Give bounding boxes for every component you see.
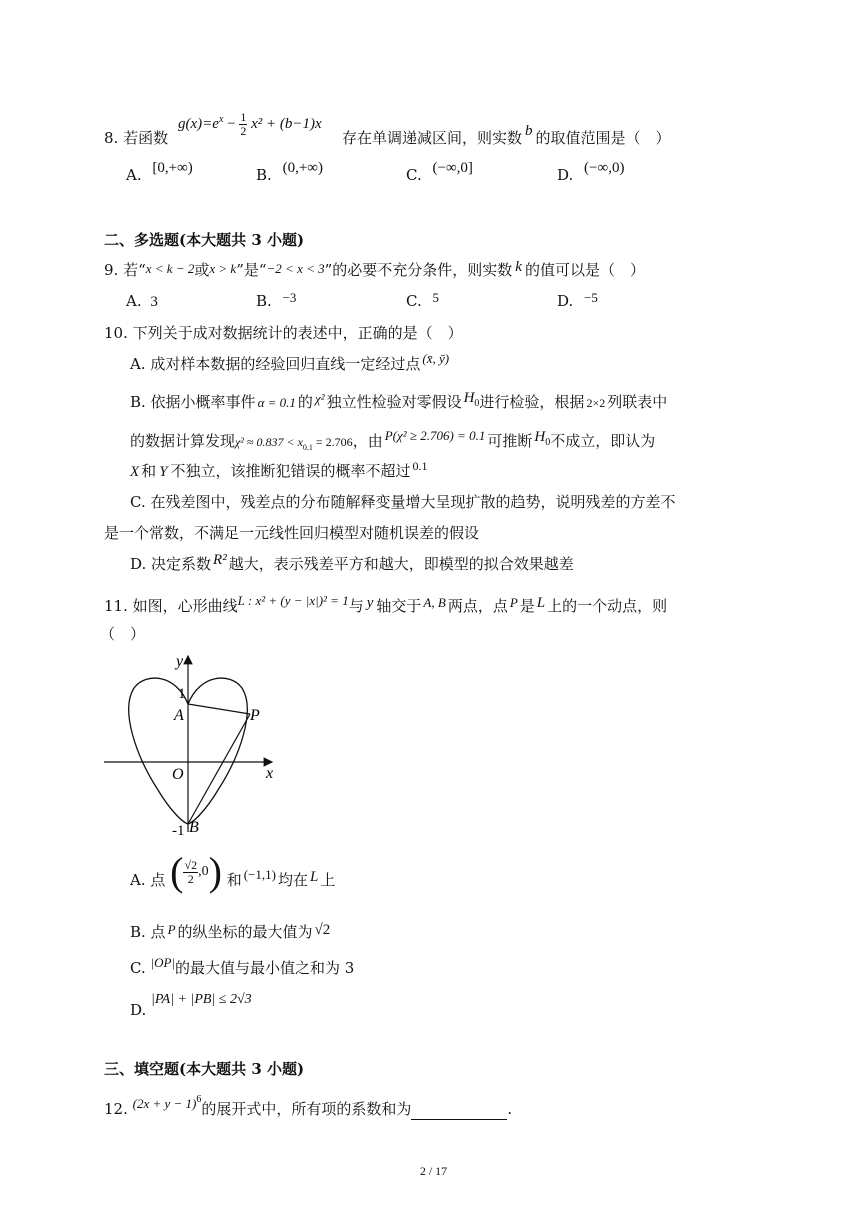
q9-option-a: A. 3 [126,292,158,310]
q8-stem-tail: 存在单调递减区间，则实数 b 的取值范围是（ ） [342,123,671,147]
segment-pb [188,714,250,824]
q9-option-d: D. −5 [557,290,598,310]
q11-stem-paren: （ ） [100,625,146,643]
label-one: 1 [178,686,186,702]
q10-stem: 10. 下列关于成对数据统计的表述中，正确的是（ ） [104,324,463,342]
q11-option-d: D. |PA| + |PB| ≤ 2√3 [130,992,252,1019]
q8-option-a: A. [0,+∞) [126,160,193,184]
q9-stem: 9. 若“x < k − 2或x > k”是“−2 < x < 3”的必要不充分条件，则实数 k 的值可以是（ ） [104,259,645,279]
q10-option-c-line1: C. 在残差图中，残差点的分布随解释变量增大呈现扩散的趋势，说明残差的方差不 [130,493,676,511]
q8-option-d: D. (−∞,0) [557,160,625,184]
label-neg-one: -1 [172,823,185,839]
q8-stem: 8. 若函数 [104,129,169,147]
q11-stem: 11. 如图，心形曲线L : x² + (y − |x|)² = 1与 y 轴交于 A, B 两点，点 P 是 L 上的一个动点，则 [104,593,668,615]
q9-option-c: C. 5 [406,290,439,310]
q11-option-a: A. 点 ( $\frac{√2}{2}$ ,0) 和 (−1,1) 均在 L 上 [130,849,336,894]
q10-option-b-line3: X 和 Y 不独立，该推断犯错误的概率不超过 $^{0.1}$ [130,459,428,480]
point-sqrt2-over-2: ( $\frac{√2}{2}$ ,0) [170,849,222,894]
q10-option-d: D. 决定系数 R² 越大，表示残差平方和越大，即模型的拟合效果越差 [130,552,574,573]
q9-option-b: B. −3 [256,290,297,310]
q10-option-b-line2: 的数据计算发现$\chi^2 \approx 0.837 < x_{0.1} = 2.706$，由 P(χ² ≥ 2.706) = 0.1 可推断 $H_0$不成立，即认为 [130,428,656,452]
page-number: 2 / 17 [419,1164,448,1178]
q8-function: $g(x)=e^x$ − $\frac{1}{2}$ x² + (b−1)x [178,110,322,139]
q8-option-c: C. (−∞,0] [406,160,473,184]
q10-option-a: A. 成对样本数据的经验回归直线一定经过点 (x̄, ȳ) [130,351,450,373]
label-B: B [189,819,199,836]
q8-number: 8. [104,129,119,147]
q11-option-b: B. 点 P 的纵坐标的最大值为 √2 [130,922,331,941]
section-fill-blank-heading: 三、填空题(本大题共 3 小题) [104,1060,305,1078]
q11-option-c: C. |OP|的最大值与最小值之和为 3 [130,955,355,977]
label-A: A [174,707,184,724]
label-y: y [176,653,184,670]
q10-option-c-line2: 是一个常数，不满足一元线性回归模型对随机误差的假设 [104,524,480,542]
heart-curve-figure [100,652,290,844]
q12-stem: 12. $(2x + y - 1)^6$的展开式中，所有项的系数和为 . [104,1094,513,1118]
q8-option-b: B. (0,+∞) [256,160,323,184]
q8-half-fraction: $\frac{1}{2}$ [240,110,247,139]
q10-option-b-line1: B. 依据小概率事件 α = 0.1 的 χ² 独立性检验对零假设 $H_0$进行检验，根据 2×2 列联表中 [130,390,668,411]
label-O: O [172,766,184,783]
segment-pa [188,704,250,714]
answer-blank[interactable] [411,1105,507,1120]
section-multiple-choice-heading: 二、多选题(本大题共 3 小题) [104,231,305,249]
label-x: x [266,765,274,782]
label-P: P [250,707,260,724]
